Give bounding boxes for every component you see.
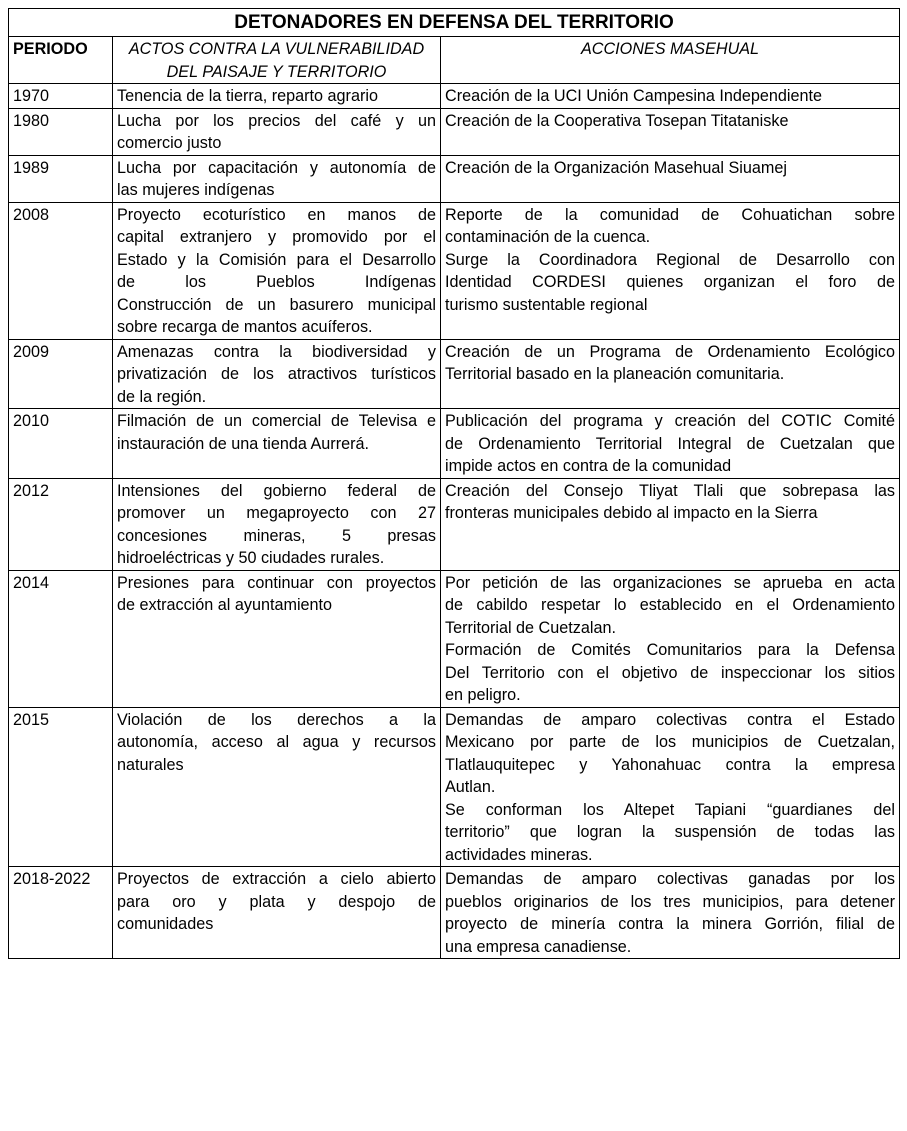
actos-line: hidroeléctricas y 50 ciudades rurales. <box>117 549 385 567</box>
actos-line: capital extranjero y promovido por el <box>117 228 436 246</box>
table-row <box>9 84 900 109</box>
table-row <box>9 409 900 479</box>
table-title: DETONADORES EN DEFENSA DEL TERRITORIO <box>9 9 900 37</box>
acciones-line: Creación de la Organización Masehual Siuamej <box>445 158 787 177</box>
acciones-line: de cabildo respetar lo establecido en el Ordenamiento <box>445 596 896 614</box>
document-page <box>8 8 899 959</box>
cell-actos <box>113 84 441 109</box>
cell-actos <box>113 155 441 202</box>
acciones-line: en peligro. <box>445 686 521 704</box>
actos-line: privatización de los atractivos turísticos <box>117 365 436 383</box>
cell-period: 2015 <box>9 707 113 867</box>
acciones-line: Creación de la UCI Unión Campesina Independiente <box>445 87 823 105</box>
acciones-paragraph <box>445 639 895 707</box>
cell-period: 2009 <box>9 339 113 409</box>
actos-line: Construcción de un basurero municipal <box>117 295 436 314</box>
acciones-line: Identidad CORDESI quienes organizan el foro de <box>445 273 896 291</box>
table-row <box>9 155 900 202</box>
acciones-paragraph <box>445 110 895 133</box>
actos-line: las mujeres indígenas <box>117 181 275 199</box>
acciones-line: Creación de un Programa de Ordenamiento Ecológico <box>445 342 896 361</box>
actos-line: de los Pueblos Indígenas <box>117 273 436 291</box>
acciones-line: de Ordenamiento Territorial Integral de Cuetzalan que <box>445 434 896 453</box>
acciones-line: Del Territorio con el objetivo de inspeccionar los sitios <box>445 663 896 682</box>
acciones-paragraph <box>445 85 895 108</box>
actos-line: Presiones para continuar con proyectos <box>117 573 436 592</box>
acciones-paragraph <box>445 157 895 180</box>
table-row <box>9 339 900 409</box>
cell-actos <box>113 339 441 409</box>
acciones-line: Demandas de amparo colectivas ganadas por los <box>445 870 896 888</box>
header-acciones: ACCIONES MASEHUAL <box>441 37 900 84</box>
cell-acciones <box>441 155 900 202</box>
cell-actos <box>113 108 441 155</box>
actos-line: Filmación de un comercial de Televisa e <box>117 412 436 430</box>
acciones-paragraph <box>445 572 895 640</box>
table-row <box>9 867 900 959</box>
acciones-paragraph <box>445 410 895 478</box>
acciones-line: una empresa canadiense. <box>445 937 632 956</box>
acciones-line: Autlan. <box>445 778 496 796</box>
acciones-line: Territorial de Cuetzalan. <box>445 618 616 637</box>
acciones-paragraph <box>445 204 895 249</box>
acciones-line: fronteras municipales debido al impacto en la Sierra <box>445 504 818 522</box>
cell-actos <box>113 867 441 959</box>
acciones-line: Creación de la Cooperativa Tosepan Titataniske <box>445 111 789 130</box>
cell-actos <box>113 478 441 570</box>
actos-line: promover un megaproyecto con 27 <box>117 504 436 522</box>
acciones-paragraph <box>445 249 895 317</box>
acciones-line: impide actos en contra de la comunidad <box>445 457 732 475</box>
table-row <box>9 478 900 570</box>
header-actos-line: ACTOS CONTRA LA VULNERABILIDAD <box>128 40 425 58</box>
table-row <box>9 108 900 155</box>
actos-line: Intensiones del gobierno federal de <box>117 481 436 500</box>
acciones-line: Tlatlauquitepec y Yahonahuac contra la empresa <box>445 755 896 774</box>
acciones-paragraph <box>445 341 895 386</box>
actos-line: Estado y la Comisión para el Desarrollo <box>117 250 436 269</box>
title-row <box>9 9 900 37</box>
actos-line: concesiones mineras, 5 presas <box>117 526 436 545</box>
actos-line: sobre recarga de mantos acuíferos. <box>117 318 373 336</box>
cell-actos <box>113 707 441 867</box>
cell-actos <box>113 409 441 479</box>
acciones-line: Formación de Comités Comunitarios para la Defensa <box>445 641 896 659</box>
actos-line: comunidades <box>117 915 214 933</box>
actos-line: autonomía, acceso al agua y recursos <box>117 733 436 751</box>
acciones-line: proyecto de minería contra la minera Gorrión, filial de <box>445 915 896 933</box>
acciones-line: pueblos originarios de los tres municipios, para detener <box>445 892 896 911</box>
actos-line: Proyecto ecoturístico en manos de <box>117 205 436 224</box>
actos-line: Lucha por los precios del café y un <box>117 111 436 130</box>
actos-line: Violación de los derechos a la <box>117 710 436 729</box>
actos-line: Lucha por capacitación y autonomía de <box>117 158 436 177</box>
acciones-paragraph <box>445 799 895 867</box>
header-period: PERIODO <box>9 37 113 84</box>
table-body <box>9 84 900 959</box>
acciones-line: Mexicano por parte de los municipios de Cuetzalan, <box>445 733 896 751</box>
acciones-line: Creación del Consejo Tliyat Tlali que sobrepasa las <box>445 481 896 500</box>
cell-acciones <box>441 707 900 867</box>
table-row <box>9 570 900 707</box>
acciones-line: turismo sustentable regional <box>445 295 648 314</box>
table-row <box>9 707 900 867</box>
actos-line: comercio justo <box>117 134 222 152</box>
acciones-line: Por petición de las organizaciones se aprueba en acta <box>445 573 896 592</box>
cell-acciones <box>441 867 900 959</box>
acciones-paragraph <box>445 480 895 525</box>
acciones-line: Demandas de amparo colectivas contra el Estado <box>445 710 896 729</box>
actos-line: de la región. <box>117 387 207 406</box>
header-actos-line: DEL PAISAJE Y TERRITORIO <box>166 62 387 81</box>
header-row <box>9 37 900 84</box>
cell-period: 1980 <box>9 108 113 155</box>
cell-actos <box>113 570 441 707</box>
actos-line: instauración de una tienda Aurrerá. <box>117 434 369 453</box>
acciones-paragraph <box>445 709 895 799</box>
actos-line: Tenencia de la tierra, reparto agrario <box>117 87 378 105</box>
cell-acciones <box>441 84 900 109</box>
acciones-paragraph <box>445 868 895 958</box>
cell-acciones <box>441 202 900 339</box>
cell-acciones <box>441 570 900 707</box>
cell-period: 1970 <box>9 84 113 109</box>
cell-period: 2008 <box>9 202 113 339</box>
cell-acciones <box>441 478 900 570</box>
acciones-line: Surge la Coordinadora Regional de Desarrollo con <box>445 250 896 269</box>
actos-line: de extracción al ayuntamiento <box>117 596 333 614</box>
acciones-line: Territorial basado en la planeación comunitaria. <box>445 365 785 383</box>
acciones-line: territorio” que logran la suspensión de todas las <box>445 823 896 841</box>
cell-period: 2012 <box>9 478 113 570</box>
acciones-line: Se conforman los Altepet Tapiani “guardianes del <box>445 800 896 819</box>
cell-acciones <box>441 108 900 155</box>
actos-line: naturales <box>117 755 184 774</box>
cell-period: 2014 <box>9 570 113 707</box>
acciones-line: actividades mineras. <box>445 845 593 864</box>
table-row <box>9 202 900 339</box>
cell-period: 2018-2022 <box>9 867 113 959</box>
actos-line: para oro y plata y despojo de <box>117 892 436 911</box>
cell-actos <box>113 202 441 339</box>
cell-acciones <box>441 339 900 409</box>
actos-line: Amenazas contra la biodiversidad y <box>117 342 436 361</box>
acciones-line: contaminación de la cuenca. <box>445 228 651 246</box>
acciones-line: Reporte de la comunidad de Cohuatichan sobre <box>445 205 896 224</box>
cell-period: 2010 <box>9 409 113 479</box>
detonadores-table <box>8 8 900 959</box>
actos-line: Proyectos de extracción a cielo abierto <box>117 870 436 888</box>
cell-period: 1989 <box>9 155 113 202</box>
acciones-line: Publicación del programa y creación del COTIC Comité <box>445 412 896 430</box>
header-actos <box>113 37 441 84</box>
cell-acciones <box>441 409 900 479</box>
